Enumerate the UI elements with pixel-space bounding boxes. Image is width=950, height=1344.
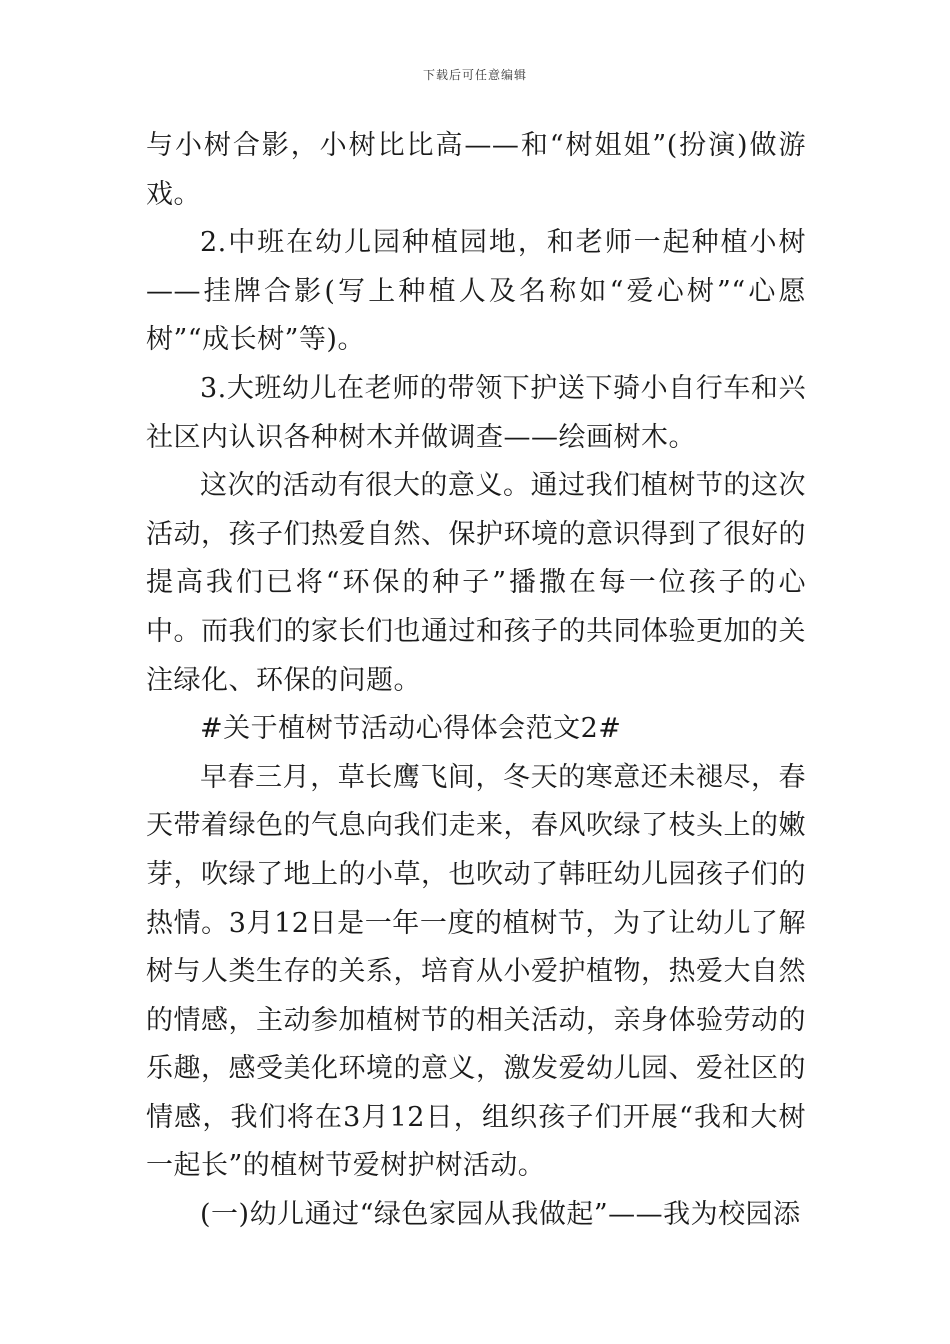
document-body [146, 122, 806, 1240]
page-header: 下载后可任意编辑 [422, 68, 527, 82]
paragraph-middle-class: 2.中班在幼儿园种植园地，和老师一起种植小树——挂牌合影(写上种植人及名称如“爱心树”“心愿树”“成长树”等)。 [146, 227, 806, 356]
paragraph-early-spring: 早春三月，草长鹰飞间，冬天的寒意还未褪尽，春天带着绿色的气息向我们走来，春风吹绿了枝头上的嫩芽，吹绿了地上的小草，也吹动了韩旺幼儿园孩子们的热情。3月12日是一年一度的植树节，为了让幼儿了解树与人类生存的关系，培育从小爱护植物，热爱大自然的情感，主动参加植树节的相关活动，亲身体验劳动的乐趣，感受美化环境的意义，激发爱幼儿园、爱社区的情感，我们将在3月12日，组织孩子们开展“我和大树一起长”的植树节爱树护树活动。 [146, 761, 806, 1182]
paragraph-senior-class: 3.大班幼儿在老师的带领下护送下骑小自行车和兴社区内认识各种树木并做调查——绘画树木。 [146, 372, 806, 453]
paragraph-activity-one: (一)幼儿通过“绿色家园从我做起”——我为校园添 [200, 1199, 801, 1231]
section-heading: #关于植树节活动心得体会范文2# [200, 713, 622, 745]
paragraph-continuation: 与小树合影，小树比比高——和“树姐姐”(扮演)做游戏。 [146, 130, 806, 210]
paragraph-significance: 这次的活动有很大的意义。通过我们植树节的这次活动，孩子们热爱自然、保护环境的意识得到了很好的提高我们已将“环保的种子”播撒在每一位孩子的心中。而我们的家长们也通过和孩子的共同体验更加的关注绿化、环保的问题。 [146, 470, 806, 696]
